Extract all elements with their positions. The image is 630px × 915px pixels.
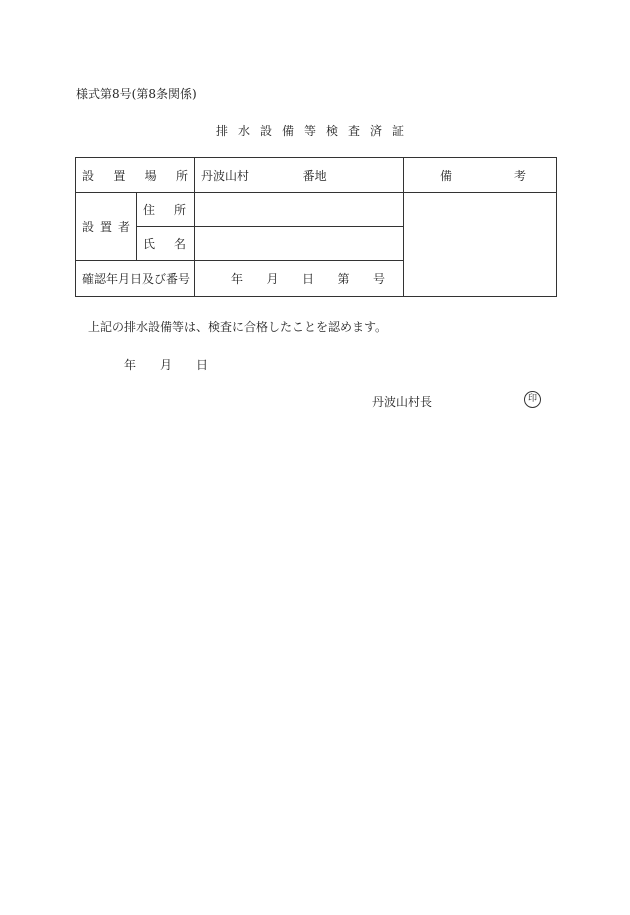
location-village: 丹波山村 [201,168,250,183]
issuer-name: 丹波山村長 [372,395,433,409]
form-number: 様式第8号(第8条関係) [76,87,197,101]
location-banchi: 番地 [302,168,327,183]
location-label-char: 置 [113,168,126,183]
issue-date [124,356,208,373]
certification-statement: 上記の排水設備等は、検査に合格したことを認めます。 [88,320,388,334]
address-value-cell[interactable] [195,193,404,227]
remarks-value-cell[interactable] [404,193,557,297]
confirmation-number-char: 号 [372,272,385,286]
confirmation-dai-char: 第 [337,272,350,286]
confirmation-label-cell [76,261,195,297]
installer-address-row [76,193,557,227]
location-row [76,158,557,193]
remarks-label-char: 考 [513,168,526,183]
name-label-char: 氏 [143,237,156,251]
remarks-label-char: 備 [440,168,453,183]
installer-label-char: 置 [99,220,112,234]
name-value-cell[interactable] [195,227,404,261]
issue-day-char: 日 [195,358,208,372]
inspection-form-table [75,157,557,297]
issue-year-char: 年 [124,358,137,372]
confirmation-month-char: 月 [266,272,279,286]
confirmation-year-char: 年 [231,272,244,286]
address-label-cell [137,193,195,227]
issue-month-char: 月 [159,358,172,372]
address-label-char: 所 [173,203,186,217]
installer-label-cell [76,193,137,261]
location-label-char: 所 [175,168,188,183]
confirmation-value-cell[interactable] [195,261,404,297]
installer-label-char: 者 [117,220,130,234]
location-label-cell [76,158,195,193]
confirmation-label: 確認年月日及び番号 [82,272,191,286]
name-label-cell [137,227,195,261]
installer-label-char: 設 [82,220,95,234]
address-label-char: 住 [143,203,156,217]
location-label-char: 設 [82,168,95,183]
location-value-cell[interactable] [195,158,404,193]
remarks-label-cell [404,158,557,193]
seal-mark: 印 [524,391,541,408]
confirmation-day-char: 日 [301,272,314,286]
document-title: 排水設備等検査済証 [215,124,414,138]
name-label-char: 名 [173,237,186,251]
location-label-char: 場 [144,168,157,183]
